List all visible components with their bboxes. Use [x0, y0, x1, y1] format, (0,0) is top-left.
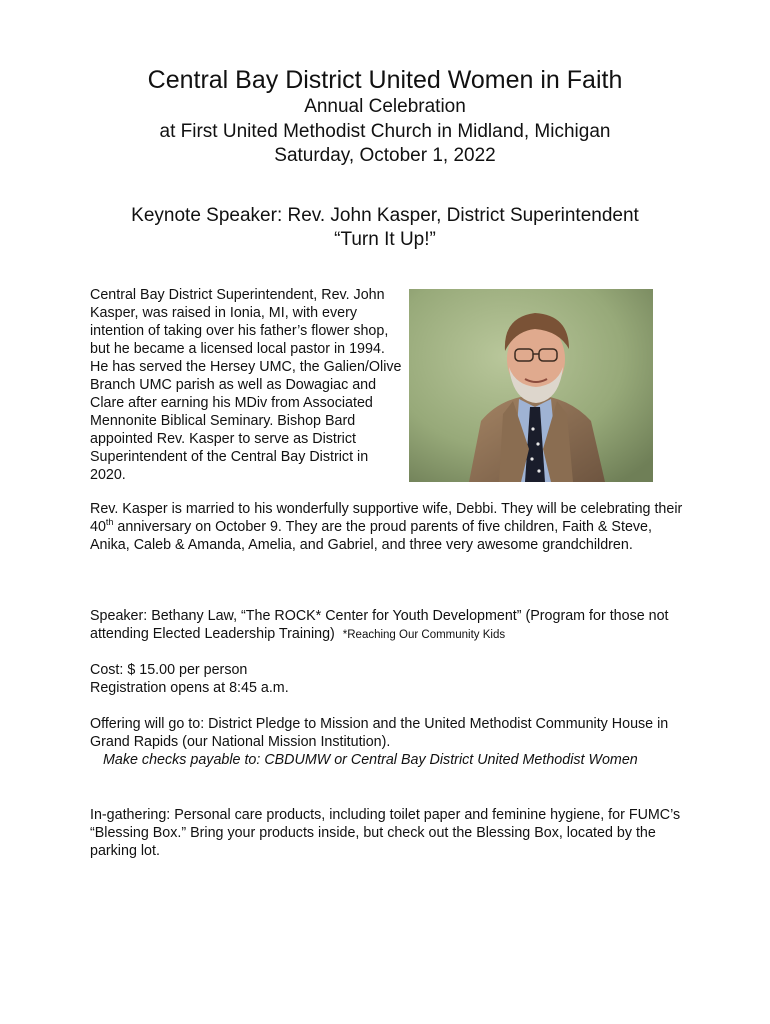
speaker-footnote: *Reaching Our Community Kids — [342, 629, 506, 641]
event-details — [0, 95, 770, 169]
speaker-photo — [409, 289, 653, 482]
cost-section — [90, 661, 690, 697]
family-paragraph — [90, 500, 690, 554]
speaker-text: Speaker: Bethany Law, “The ROCK* Center for Youth Development” (Program for those not attending Elected Leadership Training) — [90, 608, 669, 642]
checks-payable: Make checks payable to: CBDUMW or Central Bay District United Methodist Women — [103, 752, 638, 768]
offering-text: Offering will go to: District Pledge to Mission and the United Methodist Community House in Grand Rapids (our National Mission Institution). — [90, 716, 669, 750]
speaker-paragraph — [90, 607, 690, 644]
keynote-speaker: Keynote Speaker: Rev. John Kasper, District Superintendent — [131, 205, 639, 226]
cost-line: Cost: $ 15.00 per person — [90, 662, 248, 678]
event-date: Saturday, October 1, 2022 — [274, 145, 496, 166]
ordinal-suffix: th — [105, 517, 114, 528]
registration-time: Registration opens at 8:45 a.m. — [90, 680, 289, 696]
event-name: Annual Celebration — [304, 96, 466, 117]
family-text-end: anniversary on October 9. They are the proud parents of five children, Faith & Steve, Anika, Caleb & Amanda, Amelia, and Gabriel, and three very awesome grandchildren. — [90, 519, 652, 553]
speaker-bio: Central Bay District Superintendent, Rev. John Kasper, was raised in Ionia, MI, with every intention of taking over his father’s flower shop, but he became a licensed local pastor in 1994. He has served the Hersey UMC, the Galien/Olive Branch UMC parish as well as Dowagiac and Clare after earning his MDiv from Associated Mennonite Biblical Seminary. Bishop Bard appointed Rev. Kasper to serve as District Superintendent of the Central Bay District in 2020. — [90, 287, 402, 483]
offering-section — [90, 715, 690, 769]
keynote-title: “Turn It Up!” — [334, 229, 436, 250]
keynote-section — [0, 204, 770, 252]
page-title: Central Bay District United Women in Faith — [147, 66, 623, 94]
family-text-start: Rev. Kasper is married to his wonderfully supportive wife, Debbi. They will be celebrating their 40 — [90, 501, 683, 535]
ingathering-paragraph: In-gathering: Personal care products, including toilet paper and feminine hygiene, for FUMC’s “Blessing Box.” Bring your products inside, but check out the Blessing Box, located by the parking lot. — [90, 807, 681, 859]
event-location: at First United Methodist Church in Midland, Michigan — [159, 120, 611, 142]
